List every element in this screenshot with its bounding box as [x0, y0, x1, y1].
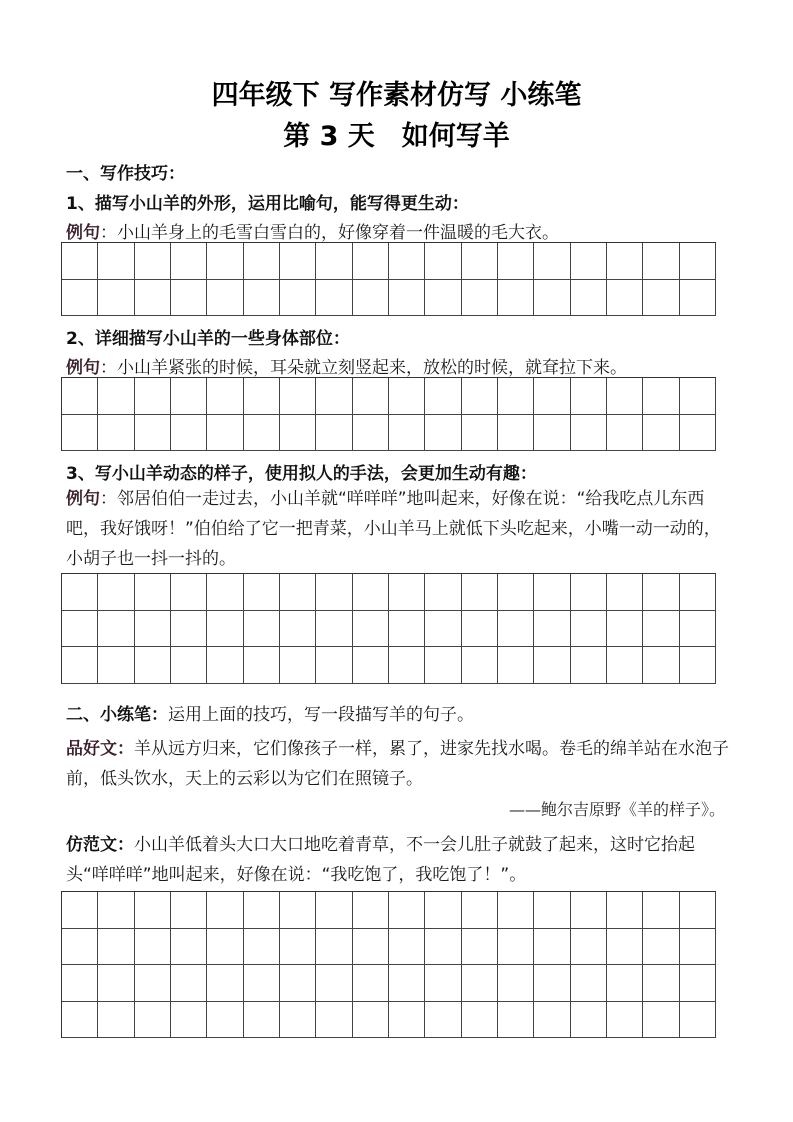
grid-cell[interactable]	[643, 1002, 679, 1039]
grid-cell[interactable]	[425, 892, 461, 929]
grid-cell[interactable]	[643, 892, 679, 929]
grid-cell[interactable]	[353, 1002, 389, 1039]
grid-cell[interactable]	[62, 647, 98, 684]
grid-cell[interactable]	[680, 280, 716, 317]
grid-cell[interactable]	[207, 378, 243, 415]
grid-cell[interactable]	[62, 892, 98, 929]
grid-cell[interactable]	[462, 280, 498, 317]
page-subtitle: 第 3 天 如何写羊	[283, 121, 510, 152]
grid-cell[interactable]	[643, 965, 679, 1002]
section2-heading-line	[66, 700, 474, 725]
grid-cell[interactable]	[498, 280, 534, 317]
grid-cell[interactable]	[462, 574, 498, 611]
page-title: 四年级下 写作素材仿写 小练笔	[211, 80, 582, 111]
grid-cell[interactable]	[135, 611, 171, 648]
grid-cell[interactable]	[389, 280, 425, 317]
grid-cell[interactable]	[98, 965, 134, 1002]
grid-cell[interactable]	[607, 243, 643, 280]
grid-cell[interactable]	[62, 1002, 98, 1039]
grid-cell[interactable]	[171, 892, 207, 929]
grid-cell[interactable]	[680, 611, 716, 648]
grid-cell[interactable]	[607, 611, 643, 648]
grid-cell[interactable]	[462, 647, 498, 684]
grid-cell[interactable]	[171, 965, 207, 1002]
model-text-block	[66, 734, 730, 794]
grid-cell[interactable]	[316, 1002, 352, 1039]
grid-cell[interactable]	[62, 415, 98, 452]
grid-cell[interactable]	[389, 929, 425, 966]
grid-cell[interactable]	[353, 929, 389, 966]
grid-cell[interactable]	[425, 574, 461, 611]
grid-cell[interactable]	[643, 415, 679, 452]
grid-cell[interactable]	[534, 280, 570, 317]
grid-cell[interactable]	[280, 280, 316, 317]
grid-cell[interactable]	[571, 929, 607, 966]
grid-cell[interactable]	[607, 1002, 643, 1039]
grid-cell[interactable]	[643, 378, 679, 415]
grid-cell[interactable]	[135, 378, 171, 415]
grid-cell[interactable]	[244, 378, 280, 415]
grid-cell[interactable]	[280, 611, 316, 648]
grid-cell[interactable]	[135, 280, 171, 317]
grid-cell[interactable]	[244, 965, 280, 1002]
grid-cell[interactable]	[171, 611, 207, 648]
grid-cell[interactable]	[98, 280, 134, 317]
grid-cell[interactable]	[425, 929, 461, 966]
grid-cell[interactable]	[571, 892, 607, 929]
example-text: ：小山羊紧张的时候，耳朵就立刻竖起来，放松的时候，就耷拉下来。	[100, 358, 627, 378]
grid-cell[interactable]	[171, 574, 207, 611]
grid-cell[interactable]	[571, 647, 607, 684]
grid-cell[interactable]	[316, 965, 352, 1002]
grid-cell[interactable]	[498, 378, 534, 415]
grid-cell[interactable]	[316, 611, 352, 648]
grid-cell[interactable]	[98, 378, 134, 415]
grid-cell[interactable]	[462, 243, 498, 280]
grid-cell[interactable]	[607, 280, 643, 317]
grid-cell[interactable]	[607, 965, 643, 1002]
grid-cell[interactable]	[643, 611, 679, 648]
tip1-example	[66, 218, 559, 243]
grid-cell[interactable]	[534, 574, 570, 611]
grid-cell[interactable]	[425, 280, 461, 317]
grid-cell[interactable]	[244, 611, 280, 648]
writing-grid-4[interactable]	[61, 891, 716, 1038]
grid-cell[interactable]	[498, 965, 534, 1002]
grid-cell[interactable]	[207, 280, 243, 317]
grid-cell[interactable]	[135, 415, 171, 452]
grid-cell[interactable]	[171, 647, 207, 684]
grid-cell[interactable]	[207, 965, 243, 1002]
grid-cell[interactable]	[244, 929, 280, 966]
grid-cell[interactable]	[244, 415, 280, 452]
grid-cell[interactable]	[462, 929, 498, 966]
grid-cell[interactable]	[98, 929, 134, 966]
grid-cell[interactable]	[534, 378, 570, 415]
grid-cell[interactable]	[171, 280, 207, 317]
grid-cell[interactable]	[425, 243, 461, 280]
grid-cell[interactable]	[389, 647, 425, 684]
grid-cell[interactable]	[389, 243, 425, 280]
grid-cell[interactable]	[534, 647, 570, 684]
example-text: ：邻居伯伯一走过去，小山羊就“咩咩咩”地叫起来，好像在说：“给我吃点儿东西吧，我好饿呀！”伯伯给了它一把青菜，小山羊马上就低下头吃起来，小嘴一动一动的，小胡子也一抖一抖的。	[66, 489, 721, 569]
grid-cell[interactable]	[62, 280, 98, 317]
grid-cell[interactable]	[425, 965, 461, 1002]
grid-cell[interactable]	[643, 574, 679, 611]
writing-grid-3[interactable]	[61, 573, 716, 684]
grid-cell[interactable]	[171, 378, 207, 415]
grid-cell[interactable]	[135, 243, 171, 280]
grid-cell[interactable]	[316, 929, 352, 966]
grid-cell[interactable]	[207, 574, 243, 611]
grid-cell[interactable]	[98, 243, 134, 280]
model-text: 羊从远方归来，它们像孩子一样，累了，进家先找水喝。卷毛的绵羊站在水泡子前，低头饮水，天上的云彩以为它们在照镜子。	[66, 739, 729, 789]
grid-cell[interactable]	[498, 892, 534, 929]
grid-cell[interactable]	[607, 415, 643, 452]
grid-cell[interactable]	[571, 1002, 607, 1039]
grid-cell[interactable]	[607, 929, 643, 966]
grid-cell[interactable]	[498, 647, 534, 684]
grid-cell[interactable]	[171, 929, 207, 966]
grid-cell[interactable]	[244, 1002, 280, 1039]
grid-cell[interactable]	[425, 647, 461, 684]
grid-cell[interactable]	[498, 243, 534, 280]
grid-cell[interactable]	[62, 378, 98, 415]
grid-cell[interactable]	[498, 415, 534, 452]
grid-cell[interactable]	[316, 243, 352, 280]
grid-cell[interactable]	[280, 929, 316, 966]
example-label: 例句	[66, 358, 100, 378]
grid-cell[interactable]	[62, 929, 98, 966]
grid-cell[interactable]	[207, 243, 243, 280]
grid-cell[interactable]	[607, 378, 643, 415]
grid-cell[interactable]	[353, 415, 389, 452]
grid-cell[interactable]	[171, 415, 207, 452]
tip3-heading: 3、写小山羊动态的样子，使用拟人的手法，会更加生动有趣：	[66, 464, 537, 484]
example-text: ：小山羊身上的毛雪白雪白的，好像穿着一件温暖的毛大衣。	[100, 223, 559, 243]
grid-cell[interactable]	[135, 574, 171, 611]
grid-cell[interactable]	[135, 929, 171, 966]
grid-cell[interactable]	[62, 611, 98, 648]
model-source: ——鲍尔吉原野《羊的样子》。	[508, 800, 725, 819]
grid-cell[interactable]	[389, 415, 425, 452]
grid-cell[interactable]	[680, 1002, 716, 1039]
grid-cell[interactable]	[607, 892, 643, 929]
grid-cell[interactable]	[353, 574, 389, 611]
grid-cell[interactable]	[389, 611, 425, 648]
grid-cell[interactable]	[534, 929, 570, 966]
grid-cell[interactable]	[534, 243, 570, 280]
grid-cell[interactable]	[498, 1002, 534, 1039]
grid-cell[interactable]	[244, 574, 280, 611]
grid-cell[interactable]	[353, 965, 389, 1002]
grid-cell[interactable]	[425, 1002, 461, 1039]
grid-cell[interactable]	[462, 1002, 498, 1039]
tip3-example	[66, 484, 730, 574]
grid-cell[interactable]	[534, 892, 570, 929]
grid-cell[interactable]	[353, 378, 389, 415]
example-label: 例句	[66, 489, 100, 509]
writing-grid-1[interactable]	[61, 242, 716, 316]
grid-cell[interactable]	[389, 1002, 425, 1039]
grid-cell[interactable]	[244, 647, 280, 684]
section2-heading: 二、小练笔：	[66, 705, 168, 725]
section2-instruction: 运用上面的技巧，写一段描写羊的句子。	[168, 705, 474, 725]
grid-cell[interactable]	[425, 415, 461, 452]
grid-cell[interactable]	[207, 929, 243, 966]
writing-grid-2[interactable]	[61, 377, 716, 451]
tip2-heading: 2、详细描写小山羊的一些身体部位：	[66, 329, 350, 349]
grid-cell[interactable]	[280, 415, 316, 452]
grid-cell[interactable]	[389, 378, 425, 415]
grid-cell[interactable]	[316, 647, 352, 684]
grid-cell[interactable]	[571, 415, 607, 452]
grid-cell[interactable]	[680, 378, 716, 415]
grid-cell[interactable]	[389, 574, 425, 611]
tip2-example	[66, 353, 627, 378]
grid-cell[interactable]	[643, 243, 679, 280]
grid-cell[interactable]	[462, 415, 498, 452]
grid-cell[interactable]	[135, 892, 171, 929]
section1-heading: 一、写作技巧：	[66, 164, 185, 184]
grid-cell[interactable]	[498, 574, 534, 611]
grid-cell[interactable]	[280, 243, 316, 280]
grid-cell[interactable]	[389, 892, 425, 929]
grid-cell[interactable]	[571, 574, 607, 611]
grid-cell[interactable]	[207, 415, 243, 452]
grid-cell[interactable]	[316, 892, 352, 929]
grid-cell[interactable]	[571, 965, 607, 1002]
grid-cell[interactable]	[498, 929, 534, 966]
grid-cell[interactable]	[316, 574, 352, 611]
grid-cell[interactable]	[534, 1002, 570, 1039]
grid-cell[interactable]	[280, 378, 316, 415]
grid-cell[interactable]	[316, 378, 352, 415]
grid-cell[interactable]	[135, 1002, 171, 1039]
grid-cell[interactable]	[353, 892, 389, 929]
grid-cell[interactable]	[425, 611, 461, 648]
grid-cell[interactable]	[316, 280, 352, 317]
grid-cell[interactable]	[680, 243, 716, 280]
grid-cell[interactable]	[680, 415, 716, 452]
grid-cell[interactable]	[462, 892, 498, 929]
grid-cell[interactable]	[462, 611, 498, 648]
imitation-text: 小山羊低着头大口大口地吃着青草，不一会儿肚子就鼓了起来，这时它抬起头“咩咩咩”地叫起来，好像在说：“我吃饱了，我吃饱了！”。	[66, 835, 695, 885]
grid-cell[interactable]	[280, 965, 316, 1002]
model-label: 品好文：	[66, 739, 134, 759]
grid-cell[interactable]	[280, 1002, 316, 1039]
grid-cell[interactable]	[534, 965, 570, 1002]
grid-cell[interactable]	[643, 647, 679, 684]
grid-cell[interactable]	[280, 892, 316, 929]
grid-cell[interactable]	[244, 892, 280, 929]
grid-cell[interactable]	[62, 243, 98, 280]
grid-cell[interactable]	[62, 574, 98, 611]
grid-cell[interactable]	[62, 965, 98, 1002]
grid-cell[interactable]	[98, 1002, 134, 1039]
grid-cell[interactable]	[244, 280, 280, 317]
example-label: 例句	[66, 223, 100, 243]
grid-cell[interactable]	[207, 647, 243, 684]
grid-cell[interactable]	[207, 1002, 243, 1039]
grid-cell[interactable]	[244, 243, 280, 280]
imitation-text-block	[66, 830, 730, 890]
grid-cell[interactable]	[680, 965, 716, 1002]
grid-cell[interactable]	[98, 574, 134, 611]
grid-cell[interactable]	[280, 574, 316, 611]
grid-cell[interactable]	[280, 647, 316, 684]
grid-cell[interactable]	[171, 1002, 207, 1039]
grid-cell[interactable]	[643, 280, 679, 317]
grid-cell[interactable]	[607, 647, 643, 684]
grid-cell[interactable]	[353, 647, 389, 684]
grid-cell[interactable]	[135, 647, 171, 684]
grid-cell[interactable]	[462, 965, 498, 1002]
grid-cell[interactable]	[571, 280, 607, 317]
grid-cell[interactable]	[607, 574, 643, 611]
grid-cell[interactable]	[571, 378, 607, 415]
grid-cell[interactable]	[462, 378, 498, 415]
grid-cell[interactable]	[680, 892, 716, 929]
grid-cell[interactable]	[207, 611, 243, 648]
grid-cell[interactable]	[353, 280, 389, 317]
grid-cell[interactable]	[207, 892, 243, 929]
grid-cell[interactable]	[425, 378, 461, 415]
grid-cell[interactable]	[571, 243, 607, 280]
grid-cell[interactable]	[353, 243, 389, 280]
grid-cell[interactable]	[498, 611, 534, 648]
grid-cell[interactable]	[98, 611, 134, 648]
grid-cell[interactable]	[98, 415, 134, 452]
grid-cell[interactable]	[680, 647, 716, 684]
grid-cell[interactable]	[98, 892, 134, 929]
grid-cell[interactable]	[135, 965, 171, 1002]
grid-cell[interactable]	[353, 611, 389, 648]
grid-cell[interactable]	[316, 415, 352, 452]
grid-cell[interactable]	[534, 415, 570, 452]
grid-cell[interactable]	[571, 611, 607, 648]
grid-cell[interactable]	[98, 647, 134, 684]
grid-cell[interactable]	[643, 929, 679, 966]
tip1-heading: 1、描写小山羊的外形，运用比喻句，能写得更生动：	[66, 194, 469, 214]
grid-cell[interactable]	[534, 611, 570, 648]
imitation-label: 仿范文：	[66, 835, 134, 855]
grid-cell[interactable]	[680, 574, 716, 611]
grid-cell[interactable]	[680, 929, 716, 966]
grid-cell[interactable]	[389, 965, 425, 1002]
grid-cell[interactable]	[171, 243, 207, 280]
